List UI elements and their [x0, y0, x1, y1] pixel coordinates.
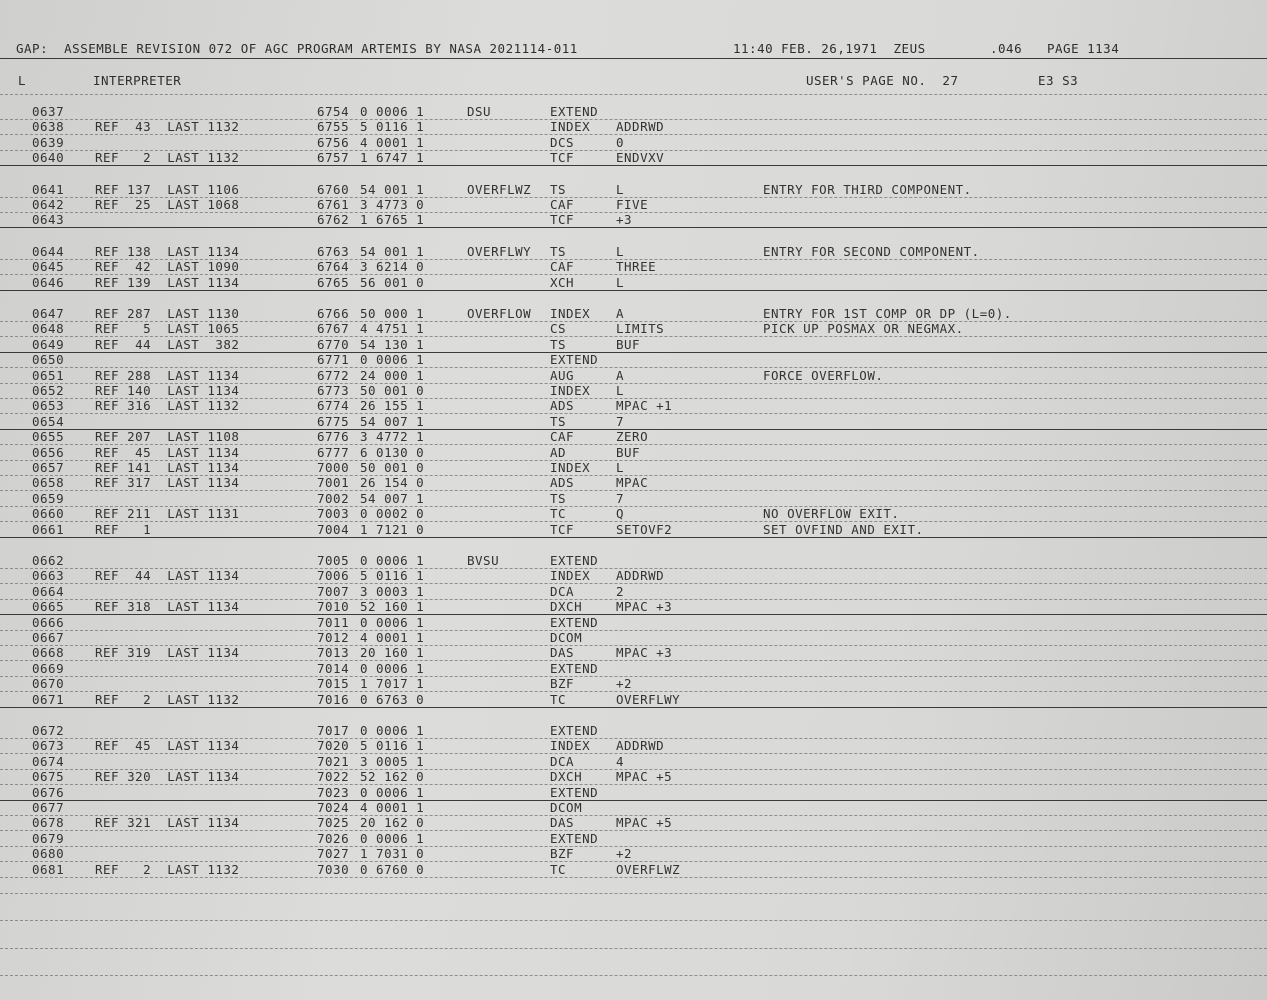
cell-addr: 6763 — [317, 243, 350, 259]
cell-addr: 7022 — [317, 769, 350, 785]
cell-addr: 7026 — [317, 830, 350, 846]
cell-line: 0660 — [32, 506, 65, 522]
cell-operand: SETOVF2 — [616, 521, 673, 537]
cell-ref: REF 138 LAST 1134 — [95, 243, 240, 259]
cell-addr: 7024 — [317, 800, 350, 815]
cell-line: 0649 — [32, 336, 65, 352]
cell-ref: REF 2 LAST 1132 — [95, 150, 240, 166]
cell-op: INDEX — [550, 119, 591, 135]
cell-line: 0659 — [32, 490, 65, 506]
cell-addr: 6764 — [317, 259, 350, 275]
cell-word: 20 162 0 — [360, 815, 425, 831]
cell-addr: 6770 — [317, 336, 350, 352]
cell-addr: 7010 — [317, 599, 350, 615]
cell-comment: SET OVFIND AND EXIT. — [763, 521, 924, 537]
cell-ref: REF 137 LAST 1106 — [95, 181, 240, 197]
cell-word: 5 0116 1 — [360, 568, 425, 584]
cell-op: DAS — [550, 645, 575, 661]
cell-op: TCF — [550, 521, 575, 537]
cell-line: 0652 — [32, 383, 65, 398]
cell-op: INDEX — [550, 383, 591, 398]
cell-word: 0 0006 1 — [360, 723, 425, 738]
listing-title: GAP: ASSEMBLE REVISION 072 OF AGC PROGRAM ARTEMIS BY NASA 2021114-011 — [16, 41, 578, 56]
cell-word: 26 154 0 — [360, 475, 425, 491]
cell-addr: 6775 — [317, 413, 350, 429]
cell-comment: ENTRY FOR SECOND COMPONENT. — [763, 243, 980, 259]
cell-word: 20 160 1 — [360, 645, 425, 661]
cell-op: TC — [550, 691, 567, 707]
row-rule — [0, 660, 1267, 661]
cell-word: 54 007 1 — [360, 413, 425, 429]
cell-comment: NO OVERFLOW EXIT. — [763, 506, 900, 522]
cell-word: 54 001 1 — [360, 243, 425, 259]
cell-op: INDEX — [550, 460, 591, 475]
cell-addr: 7005 — [317, 553, 350, 568]
cell-word: 50 001 0 — [360, 383, 425, 398]
cell-line: 0679 — [32, 830, 65, 846]
cell-addr: 7004 — [317, 521, 350, 537]
cell-word: 3 4772 1 — [360, 429, 425, 445]
section-flag: L — [18, 73, 27, 88]
cell-operand: +3 — [616, 212, 633, 228]
row-rule — [0, 614, 1267, 615]
cell-ref: REF 288 LAST 1134 — [95, 367, 240, 383]
cell-op: DCA — [550, 583, 575, 599]
row-rule — [0, 753, 1267, 754]
cell-operand: MPAC +5 — [616, 815, 673, 831]
cell-ref: REF 2 LAST 1132 — [95, 861, 240, 877]
cell-word: 5 0116 1 — [360, 119, 425, 135]
cell-word: 6 0130 0 — [360, 444, 425, 460]
cell-op: BZF — [550, 846, 575, 862]
cell-operand: MPAC +5 — [616, 769, 673, 785]
listing-code: .046 — [990, 41, 1023, 56]
cell-line: 0646 — [32, 274, 65, 290]
cell-operand: A — [616, 367, 625, 383]
cell-ref: REF 318 LAST 1134 — [95, 599, 240, 615]
cell-addr: 7001 — [317, 475, 350, 491]
cell-word: 3 0005 1 — [360, 753, 425, 769]
cell-op: EXTEND — [550, 723, 599, 738]
cell-ref: REF 44 LAST 1134 — [95, 568, 240, 584]
cell-line: 0658 — [32, 475, 65, 491]
cell-addr: 6761 — [317, 197, 350, 212]
cell-addr: 6755 — [317, 119, 350, 135]
cell-word: 24 000 1 — [360, 367, 425, 383]
row-rule — [0, 877, 1267, 878]
row-rule — [0, 352, 1267, 353]
cell-ref: REF 139 LAST 1134 — [95, 274, 240, 290]
cell-operand: L — [616, 181, 625, 197]
cell-op: CS — [550, 321, 567, 337]
cell-addr: 6773 — [317, 383, 350, 398]
cell-line: 0657 — [32, 460, 65, 475]
cell-line: 0661 — [32, 521, 65, 537]
cell-word: 50 001 0 — [360, 460, 425, 475]
cell-operand: LIMITS — [616, 321, 665, 337]
cell-line: 0642 — [32, 197, 65, 212]
cell-op: DXCH — [550, 599, 583, 615]
cell-op: DCS — [550, 134, 575, 150]
cell-op: AUG — [550, 367, 575, 383]
cell-label: BVSU — [467, 553, 500, 568]
cell-addr: 7007 — [317, 583, 350, 599]
cell-op: EXTEND — [550, 553, 599, 568]
cell-addr: 7002 — [317, 490, 350, 506]
cell-line: 0655 — [32, 429, 65, 445]
cell-op: TC — [550, 861, 567, 877]
cell-operand: OVERFLWY — [616, 691, 681, 707]
cell-op: CAF — [550, 429, 575, 445]
listing-page-number: PAGE 1134 — [1047, 41, 1120, 56]
cell-ref: REF 45 LAST 1134 — [95, 738, 240, 754]
cell-word: 50 000 1 — [360, 306, 425, 321]
cell-line: 0644 — [32, 243, 65, 259]
cell-addr: 7011 — [317, 614, 350, 630]
cell-word: 0 0006 1 — [360, 660, 425, 676]
cell-line: 0654 — [32, 413, 65, 429]
cell-operand: L — [616, 274, 625, 290]
cell-word: 3 4773 0 — [360, 197, 425, 212]
cell-addr: 6771 — [317, 352, 350, 368]
cell-line: 0681 — [32, 861, 65, 877]
cell-word: 0 0006 1 — [360, 104, 425, 119]
cell-ref: REF 2 LAST 1132 — [95, 691, 240, 707]
cell-word: 4 0001 1 — [360, 800, 425, 815]
cell-operand: ZERO — [616, 429, 649, 445]
cell-word: 0 6760 0 — [360, 861, 425, 877]
cell-addr: 7003 — [317, 506, 350, 522]
cell-line: 0669 — [32, 660, 65, 676]
cell-ref: REF 207 LAST 1108 — [95, 429, 240, 445]
cell-op: DXCH — [550, 769, 583, 785]
cell-word: 0 0006 1 — [360, 830, 425, 846]
cell-line: 0675 — [32, 769, 65, 785]
cell-op: DAS — [550, 815, 575, 831]
cell-operand: THREE — [616, 259, 657, 275]
cell-word: 1 7031 0 — [360, 846, 425, 862]
cell-addr: 7014 — [317, 660, 350, 676]
cell-comment: ENTRY FOR THIRD COMPONENT. — [763, 181, 972, 197]
cell-addr: 7013 — [317, 645, 350, 661]
cell-operand: L — [616, 383, 625, 398]
cell-line: 0671 — [32, 691, 65, 707]
cell-op: DCOM — [550, 800, 583, 815]
cell-ref: REF 316 LAST 1132 — [95, 398, 240, 414]
cell-line: 0678 — [32, 815, 65, 831]
row-rule — [0, 707, 1267, 708]
cell-addr: 7025 — [317, 815, 350, 831]
cell-op: INDEX — [550, 568, 591, 584]
cell-word: 0 0006 1 — [360, 553, 425, 568]
row-rule — [0, 212, 1267, 213]
cell-op: INDEX — [550, 306, 591, 321]
cell-comment: FORCE OVERFLOW. — [763, 367, 884, 383]
cell-word: 0 0006 1 — [360, 614, 425, 630]
cell-operand: BUF — [616, 444, 641, 460]
cell-operand: MPAC — [616, 475, 649, 491]
cell-ref: REF 317 LAST 1134 — [95, 475, 240, 491]
cell-word: 0 0006 1 — [360, 352, 425, 368]
cell-operand: ADDRWD — [616, 568, 665, 584]
cell-ref: REF 43 LAST 1132 — [95, 119, 240, 135]
cell-line: 0643 — [32, 212, 65, 228]
cell-op: TS — [550, 413, 567, 429]
cell-addr: 7020 — [317, 738, 350, 754]
cell-line: 0640 — [32, 150, 65, 166]
cell-addr: 6776 — [317, 429, 350, 445]
cell-operand: L — [616, 243, 625, 259]
cell-line: 0665 — [32, 599, 65, 615]
cell-addr: 7016 — [317, 691, 350, 707]
subheader-rule — [0, 94, 1267, 95]
row-rule — [0, 676, 1267, 677]
cell-addr: 7030 — [317, 861, 350, 877]
cell-line: 0648 — [32, 321, 65, 337]
cell-addr: 6765 — [317, 274, 350, 290]
users-page-number: USER'S PAGE NO. 27 — [806, 73, 959, 88]
cell-word: 3 6214 0 — [360, 259, 425, 275]
cell-op: TS — [550, 181, 567, 197]
cell-ref: REF 287 LAST 1130 — [95, 306, 240, 321]
cell-ref: REF 211 LAST 1131 — [95, 506, 240, 522]
cell-operand: ADDRWD — [616, 119, 665, 135]
cell-operand: 0 — [616, 134, 625, 150]
cell-line: 0668 — [32, 645, 65, 661]
cell-word: 52 160 1 — [360, 599, 425, 615]
cell-line: 0645 — [32, 259, 65, 275]
cell-comment: ENTRY FOR 1ST COMP OR DP (L=0). — [763, 306, 1012, 321]
cell-line: 0639 — [32, 134, 65, 150]
cell-line: 0670 — [32, 676, 65, 692]
row-rule — [0, 537, 1267, 538]
cell-ref: REF 321 LAST 1134 — [95, 815, 240, 831]
cell-word: 4 4751 1 — [360, 321, 425, 337]
cell-ref: REF 45 LAST 1134 — [95, 444, 240, 460]
cell-op: TS — [550, 243, 567, 259]
cell-operand: A — [616, 306, 625, 321]
cell-op: XCH — [550, 274, 575, 290]
row-rule — [0, 846, 1267, 847]
cell-word: 0 6763 0 — [360, 691, 425, 707]
cell-label: OVERFLOW — [467, 306, 532, 321]
cell-op: TCF — [550, 150, 575, 166]
blank-rule — [0, 893, 1267, 894]
cell-operand: MPAC +3 — [616, 645, 673, 661]
row-rule — [0, 290, 1267, 291]
section-title: INTERPRETER — [93, 73, 182, 88]
cell-op: EXTEND — [550, 784, 599, 800]
cell-op: EXTEND — [550, 352, 599, 368]
row-rule — [0, 630, 1267, 631]
row-rule — [0, 413, 1267, 414]
cell-line: 0673 — [32, 738, 65, 754]
cell-line: 0664 — [32, 583, 65, 599]
cell-op: INDEX — [550, 738, 591, 754]
cell-line: 0674 — [32, 753, 65, 769]
cell-line: 0666 — [32, 614, 65, 630]
row-rule — [0, 134, 1267, 135]
cell-ref: REF 44 LAST 382 — [95, 336, 240, 352]
cell-addr: 6756 — [317, 134, 350, 150]
cell-word: 0 0002 0 — [360, 506, 425, 522]
cell-op: EXTEND — [550, 614, 599, 630]
cell-op: EXTEND — [550, 830, 599, 846]
cell-line: 0637 — [32, 104, 65, 119]
cell-addr: 6760 — [317, 181, 350, 197]
cell-line: 0676 — [32, 784, 65, 800]
cell-op: CAF — [550, 197, 575, 212]
cell-operand: 2 — [616, 583, 625, 599]
cell-word: 56 001 0 — [360, 274, 425, 290]
cell-addr: 7023 — [317, 784, 350, 800]
cell-addr: 7015 — [317, 676, 350, 692]
cell-addr: 7000 — [317, 460, 350, 475]
cell-addr: 7012 — [317, 630, 350, 645]
row-rule — [0, 830, 1267, 831]
cell-word: 0 0006 1 — [360, 784, 425, 800]
cell-operand: +2 — [616, 846, 633, 862]
cell-operand: L — [616, 460, 625, 475]
cell-line: 0653 — [32, 398, 65, 414]
blank-rule — [0, 920, 1267, 921]
cell-addr: 6762 — [317, 212, 350, 228]
cell-word: 3 0003 1 — [360, 583, 425, 599]
cell-line: 0638 — [32, 119, 65, 135]
cell-ref: REF 42 LAST 1090 — [95, 259, 240, 275]
cell-op: ADS — [550, 475, 575, 491]
cell-ref: REF 319 LAST 1134 — [95, 645, 240, 661]
cell-op: DCOM — [550, 630, 583, 645]
cell-op: CAF — [550, 259, 575, 275]
cell-ref: REF 320 LAST 1134 — [95, 769, 240, 785]
header-rule — [0, 58, 1267, 59]
cell-word: 4 0001 1 — [360, 630, 425, 645]
cell-operand: BUF — [616, 336, 641, 352]
cell-line: 0677 — [32, 800, 65, 815]
row-rule — [0, 227, 1267, 228]
cell-word: 1 7017 1 — [360, 676, 425, 692]
row-rule — [0, 800, 1267, 801]
cell-op: TS — [550, 490, 567, 506]
cell-operand: ENDVXV — [616, 150, 665, 166]
cell-word: 54 007 1 — [360, 490, 425, 506]
tape-label: E3 S3 — [1038, 73, 1079, 88]
cell-operand: 7 — [616, 413, 625, 429]
cell-op: EXTEND — [550, 660, 599, 676]
cell-addr: 6777 — [317, 444, 350, 460]
cell-line: 0667 — [32, 630, 65, 645]
cell-line: 0656 — [32, 444, 65, 460]
cell-word: 1 6747 1 — [360, 150, 425, 166]
cell-op: EXTEND — [550, 104, 599, 119]
cell-word: 1 7121 0 — [360, 521, 425, 537]
cell-addr: 6766 — [317, 306, 350, 321]
cell-addr: 7017 — [317, 723, 350, 738]
cell-operand: 7 — [616, 490, 625, 506]
cell-op: TC — [550, 506, 567, 522]
cell-addr: 6754 — [317, 104, 350, 119]
cell-line: 0651 — [32, 367, 65, 383]
cell-addr: 6774 — [317, 398, 350, 414]
cell-operand: MPAC +3 — [616, 599, 673, 615]
cell-ref: REF 1 — [95, 521, 152, 537]
cell-word: 54 001 1 — [360, 181, 425, 197]
cell-word: 4 0001 1 — [360, 134, 425, 150]
listing-datetime: 11:40 FEB. 26,1971 ZEUS — [733, 41, 926, 56]
cell-line: 0663 — [32, 568, 65, 584]
row-rule — [0, 165, 1267, 166]
cell-word: 54 130 1 — [360, 336, 425, 352]
cell-operand: +2 — [616, 676, 633, 692]
cell-op: TCF — [550, 212, 575, 228]
cell-line: 0662 — [32, 553, 65, 568]
cell-operand: MPAC +1 — [616, 398, 673, 414]
row-rule — [0, 784, 1267, 785]
cell-op: TS — [550, 336, 567, 352]
cell-word: 26 155 1 — [360, 398, 425, 414]
cell-addr: 6757 — [317, 150, 350, 166]
cell-label: DSU — [467, 104, 492, 119]
cell-word: 52 162 0 — [360, 769, 425, 785]
cell-addr: 6767 — [317, 321, 350, 337]
cell-operand: OVERFLWZ — [616, 861, 681, 877]
cell-word: 5 0116 1 — [360, 738, 425, 754]
cell-ref: REF 141 LAST 1134 — [95, 460, 240, 475]
blank-rule — [0, 948, 1267, 949]
cell-line: 0672 — [32, 723, 65, 738]
cell-line: 0680 — [32, 846, 65, 862]
row-rule — [0, 583, 1267, 584]
cell-comment: PICK UP POSMAX OR NEGMAX. — [763, 321, 964, 337]
cell-line: 0647 — [32, 306, 65, 321]
cell-ref: REF 140 LAST 1134 — [95, 383, 240, 398]
cell-ref: REF 25 LAST 1068 — [95, 197, 240, 212]
cell-line: 0650 — [32, 352, 65, 368]
cell-op: AD — [550, 444, 567, 460]
cell-line: 0641 — [32, 181, 65, 197]
cell-op: DCA — [550, 753, 575, 769]
cell-operand: ADDRWD — [616, 738, 665, 754]
blank-rule — [0, 975, 1267, 976]
cell-addr: 6772 — [317, 367, 350, 383]
cell-operand: FIVE — [616, 197, 649, 212]
cell-ref: REF 5 LAST 1065 — [95, 321, 240, 337]
cell-op: ADS — [550, 398, 575, 414]
cell-addr: 7027 — [317, 846, 350, 862]
cell-addr: 7006 — [317, 568, 350, 584]
row-rule — [0, 490, 1267, 491]
cell-addr: 7021 — [317, 753, 350, 769]
cell-operand: 4 — [616, 753, 625, 769]
cell-label: OVERFLWY — [467, 243, 532, 259]
cell-word: 1 6765 1 — [360, 212, 425, 228]
cell-label: OVERFLWZ — [467, 181, 532, 197]
cell-op: BZF — [550, 676, 575, 692]
cell-operand: Q — [616, 506, 625, 522]
